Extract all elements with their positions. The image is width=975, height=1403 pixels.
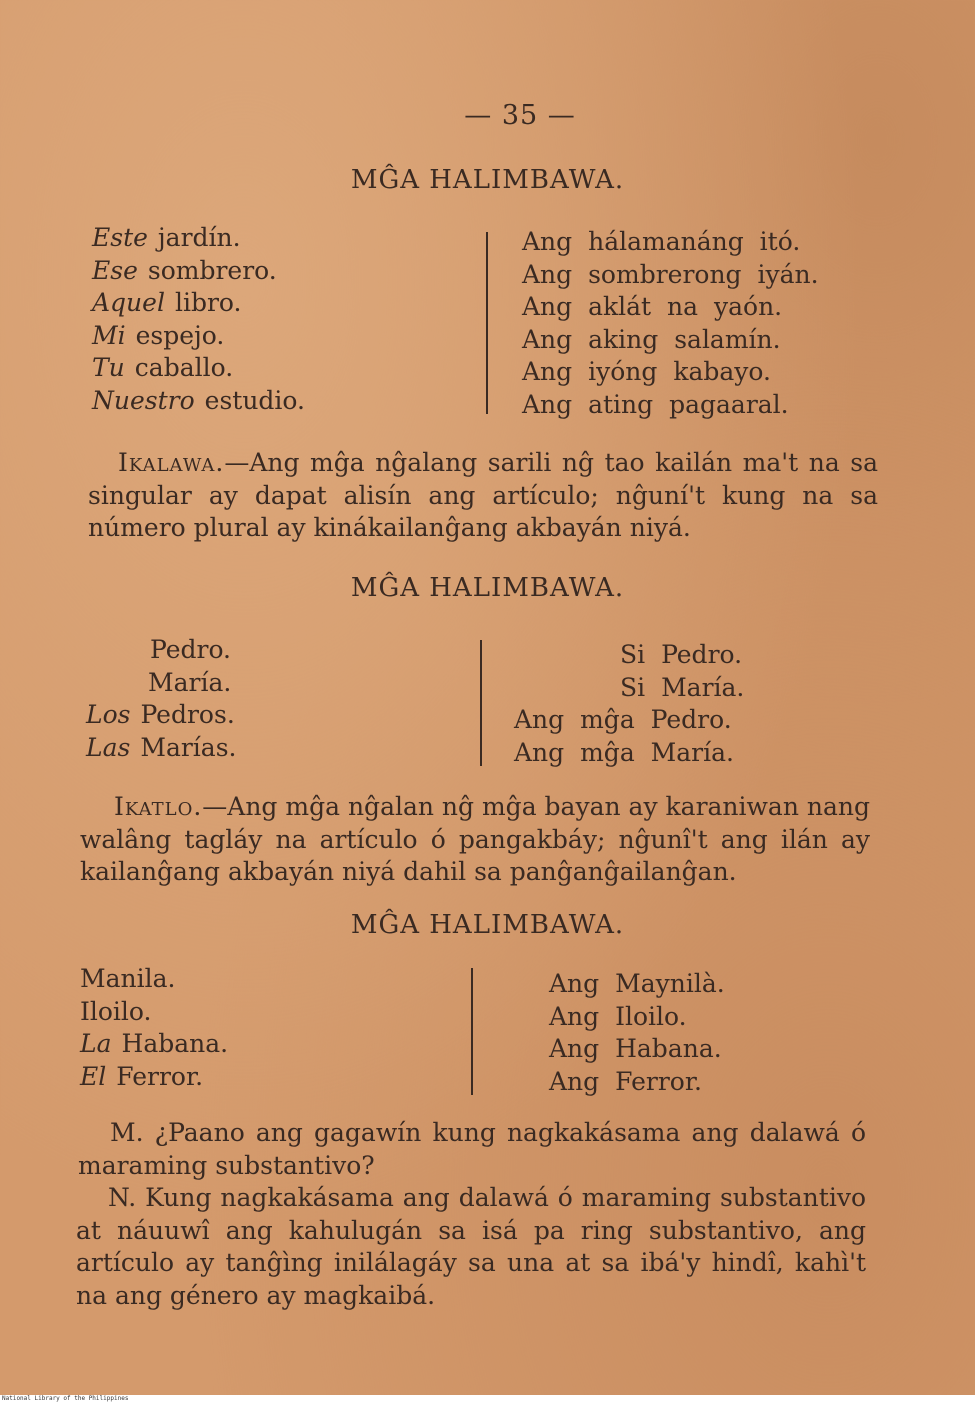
paragraph-ikatlo xyxy=(80,791,870,889)
example-line-spanish xyxy=(92,287,305,320)
article-word: El xyxy=(80,1061,107,1091)
noun-word: Habana. xyxy=(121,1029,229,1058)
example-line-tagalog: Ang Maynilà. xyxy=(549,969,725,998)
example-line-tagalog: Ang iyóng kabayo. xyxy=(522,357,771,386)
example-line-spanish xyxy=(92,255,305,288)
example-set-3-tagalog xyxy=(549,968,725,1098)
examples-heading-1: MĜA HALIMBAWA. xyxy=(350,165,625,195)
example-set-2-tagalog xyxy=(514,639,744,769)
example-line-spanish xyxy=(92,320,305,353)
article-word: Nuestro xyxy=(92,385,195,415)
noun-word: libro. xyxy=(174,288,242,317)
example-line-tagalog: Ang aklát na yaón. xyxy=(522,292,783,321)
example-line-spanish xyxy=(86,732,236,765)
noun-word: jardín. xyxy=(157,223,241,252)
answer-paragraph: N. Kung nagkakásama ang dalawá ó maraming substantivo at náuuwî ang kahulugán sa isá pa ring substantivo, ang artículo ay tanĝìng inilálagáy sa una at sa ibá'y hindî, kahì't na ang género ay magkaibá. xyxy=(76,1183,866,1310)
noun-word: espejo. xyxy=(135,320,225,350)
column-divider xyxy=(480,640,482,766)
noun-word: María. xyxy=(148,667,232,697)
example-line-spanish xyxy=(92,385,305,418)
example-line-spanish xyxy=(80,1061,228,1094)
example-line-tagalog: Ang Habana. xyxy=(549,1034,722,1063)
article-word: Tu xyxy=(92,353,125,382)
example-line-tagalog: Ang ating pagaaral. xyxy=(522,389,789,419)
example-line-tagalog: Ang hálamanáng itó. xyxy=(522,227,801,256)
article-word: Las xyxy=(86,732,131,762)
noun-word: Manila. xyxy=(80,964,176,993)
example-line-tagalog: Ang aking salamín. xyxy=(522,324,781,354)
example-line-spanish xyxy=(86,634,236,667)
example-line-spanish xyxy=(80,963,228,996)
article-word: Ese xyxy=(92,255,138,285)
example-line-spanish xyxy=(92,352,305,385)
examples-heading-2: MĜA HALIMBAWA. xyxy=(350,573,625,603)
example-line-spanish xyxy=(92,222,305,255)
example-set-3-spanish xyxy=(80,963,228,1093)
example-line-spanish xyxy=(86,699,236,732)
example-line-tagalog: Ang sombrerong iyán. xyxy=(522,259,819,289)
paragraph-label: Ikalawa. xyxy=(118,448,225,477)
paragraph-text: —Ang mĝa nĝalang sarili nĝ tao kailán ma't na sa singular ay dapat alisín ang artículo; nĝuní't kung na sa número plural ay kinákailanĝang akbayán niyá. xyxy=(88,448,878,542)
example-line-tagalog: Ang mĝa Pedro. xyxy=(514,705,732,734)
noun-word: Pedros. xyxy=(140,700,235,729)
article-word: Aquel xyxy=(92,288,165,317)
footer-credit: National Library of the Philippines xyxy=(0,1395,975,1403)
example-set-2-spanish xyxy=(86,634,236,764)
article-word: Este xyxy=(92,223,148,252)
noun-word: Marías. xyxy=(140,732,237,762)
noun-word: Iloilo. xyxy=(80,996,152,1026)
paragraph-label: Ikatlo. xyxy=(114,792,203,821)
column-divider xyxy=(486,232,488,414)
example-line-tagalog: Si María. xyxy=(620,672,745,702)
article-word: Los xyxy=(86,700,131,729)
article-word: La xyxy=(80,1029,112,1058)
paragraph-text: —Ang mĝa nĝalan nĝ mĝa bayan ay karaniwan nang walâng tagláy na artículo ó pangakbáy; nĝunî't ang ilán ay kailanĝang akbayán niyá dahil sa panĝanĝailanĝan. xyxy=(80,792,870,886)
paragraph-ikalawa xyxy=(88,447,878,545)
example-line-spanish xyxy=(86,667,236,700)
example-set-1-spanish xyxy=(92,222,305,417)
noun-word: caballo. xyxy=(134,353,234,382)
example-line-tagalog: Ang mĝa María. xyxy=(514,737,734,767)
example-line-spanish xyxy=(80,1028,228,1061)
examples-heading-3: MĜA HALIMBAWA. xyxy=(350,910,625,940)
example-line-tagalog: Ang Ferror. xyxy=(549,1066,702,1096)
question-paragraph: M. ¿Paano ang gagawín kung nagkakásama ang dalawá ó maraming substantivo? xyxy=(78,1118,866,1180)
page-number: — 35 — xyxy=(464,100,576,131)
example-line-tagalog: Ang Iloilo. xyxy=(549,1001,687,1031)
example-line-spanish xyxy=(80,996,228,1029)
article-word: Mi xyxy=(92,320,126,350)
noun-word: estudio. xyxy=(204,385,305,415)
example-set-1-tagalog xyxy=(522,226,819,421)
noun-word: Pedro. xyxy=(150,635,232,664)
noun-word: sombrero. xyxy=(147,255,277,285)
noun-word: Ferror. xyxy=(116,1061,204,1091)
example-line-tagalog: Si Pedro. xyxy=(620,640,743,669)
column-divider xyxy=(471,968,473,1095)
